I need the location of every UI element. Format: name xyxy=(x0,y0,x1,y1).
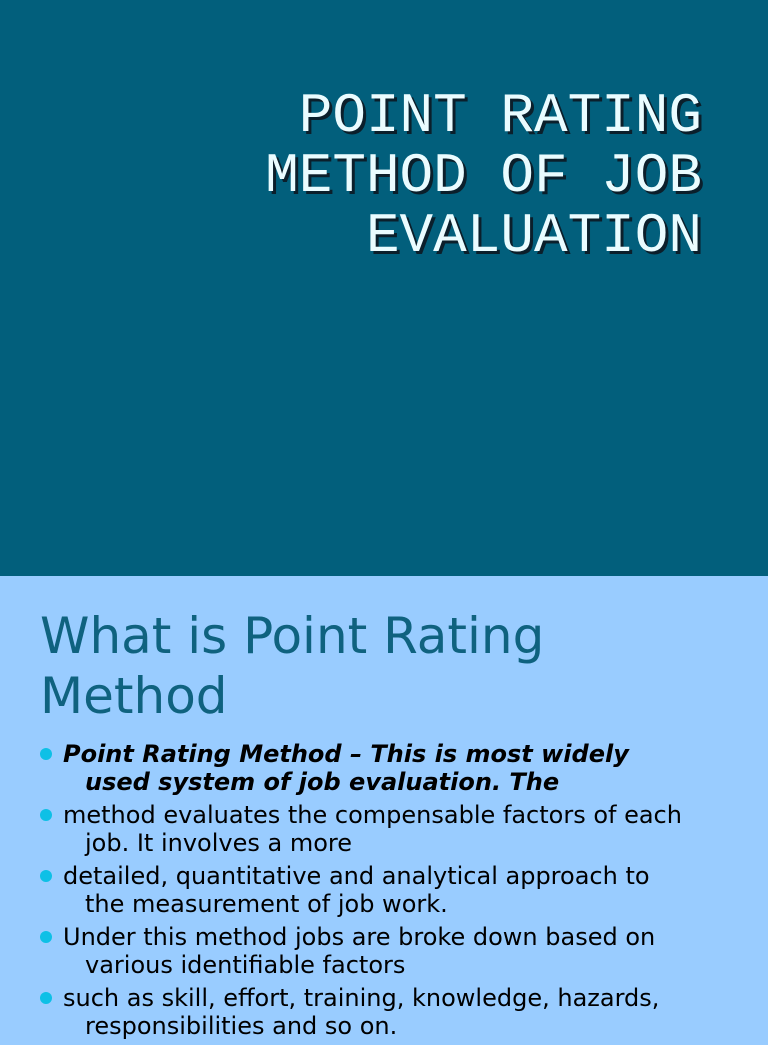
bullet-dot-icon xyxy=(40,809,52,821)
bullet-item xyxy=(40,740,740,796)
bullet-item xyxy=(40,862,740,918)
bullet-text xyxy=(63,923,740,979)
bullet-dot-icon xyxy=(40,748,52,760)
bullet-line: detailed, quantitative and analytical approach to xyxy=(63,862,650,890)
bullet-line: method evaluates the compensable factors of each xyxy=(63,801,682,829)
bullet-line: Point Rating Method – This is most widely xyxy=(63,740,629,768)
bullet-text xyxy=(63,984,740,1040)
bullet-item xyxy=(40,984,740,1040)
bullet-dot-icon xyxy=(40,992,52,1004)
bullet-dot-icon xyxy=(40,870,52,882)
bullet-list xyxy=(40,740,740,1045)
bullet-line: such as skill, effort, training, knowledge, hazards, xyxy=(63,984,660,1012)
slide-heading: What is Point Rating Method xyxy=(40,607,545,725)
bullet-item xyxy=(40,923,740,979)
content-slide xyxy=(0,576,768,1040)
bullet-line: responsibilities and so on. xyxy=(85,1012,398,1040)
bullet-item xyxy=(40,801,740,857)
slide-title: POINT RATING METHOD OF JOB EVALUATION xyxy=(265,84,702,268)
bullet-text xyxy=(63,801,740,857)
bullet-dot-icon xyxy=(40,931,52,943)
bullet-line: various identifiable factors xyxy=(85,951,406,979)
bullet-text xyxy=(63,740,740,796)
bullet-line: the measurement of job work. xyxy=(85,890,448,918)
bullet-line: used system of job evaluation. The xyxy=(85,768,560,796)
bullet-line: Under this method jobs are broke down based on xyxy=(63,923,656,951)
bullet-text xyxy=(63,862,740,918)
bullet-line: job. It involves a more xyxy=(85,829,352,857)
